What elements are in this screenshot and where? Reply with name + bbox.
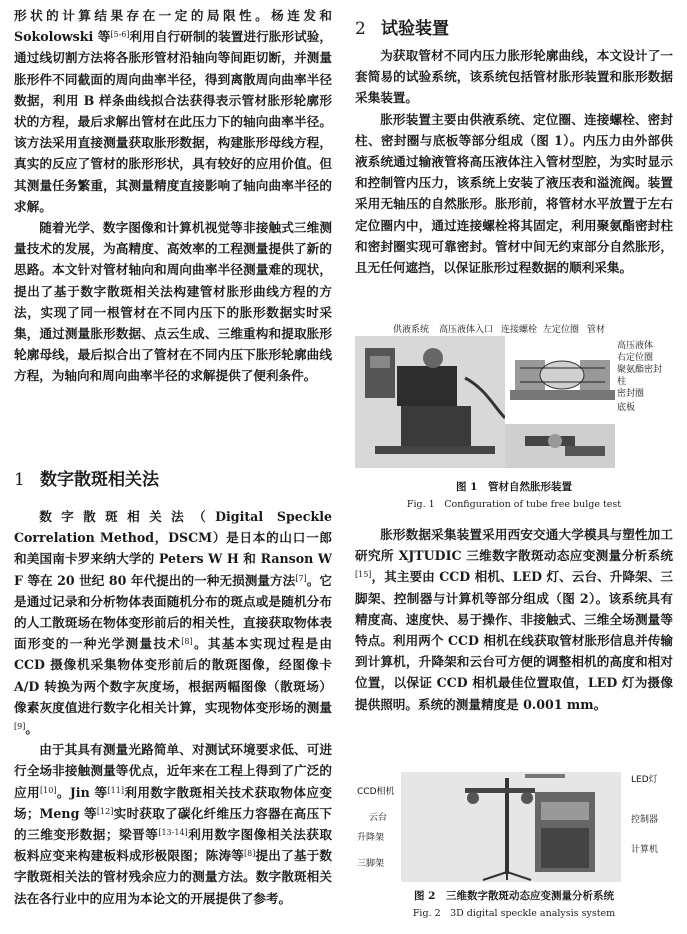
fig1-label: 底板 — [617, 403, 636, 413]
citation[interactable]: [10] — [40, 785, 57, 795]
paragraph-3: 数字散斑相关法（Digital Speckle Correlation Method，DSCM）是日本的山口一郎和美国南卡罗来纳大学的 Peters W H 和 Ranson W F 等在 20 世纪 80 年代提出的一种无损测量方法[7]。它是通过记录和分析物体表面随机分布的斑点或是随机分布的人工散斑场在物体变形前后的相关性，直接获取物体表面形变的一种光学测量技术[8]。其基本实现过程是由 CCD 摄像机采集物体变形前后的散斑图像，经图像卡 A/D 转换为两个数字灰度场，根据两幅图像（散斑场）像素灰度值进行数字化相关计算，实现物体变形场的测量[9]。 — [14, 509, 333, 737]
section-heading-1: 1 数字散斑相关法 — [14, 470, 159, 490]
paragraph-1: 形状的计算结果存在一定的局限性。杨连发和 Sokolowski 等[5-6]利用自行研制的装置进行胀形试验，通过线切割方法将各胀形管材沿轴向等间距切断，并测量胀形件不同截面的周向曲率半径，得到离散周向曲率半径数据，利用 B 样条曲线拟合法获得表示管材胀形轮廓形状的方程，最后求解出管材在此压力下的轴向曲率半径。该方法采用直接测量获取胀形数据，构建胀形母线方程，真实的反应了管材的胀形形状，具有较好的应用价值。但其测量任务繁重，其测量精度直接影响了轴向曲率半径的求解。 — [14, 8, 332, 214]
fig2-label: LED灯 — [631, 775, 658, 785]
section-heading-2: 2 试验装置 — [355, 19, 449, 39]
figure-1 — [355, 318, 673, 468]
citation[interactable]: [15] — [355, 570, 372, 580]
fig1-label: 聚氨酯密封 — [617, 365, 663, 375]
fig2-label: 计算机 — [631, 845, 659, 855]
paragraph-5: 为获取管材不同内压力胀形轮廓曲线，本文设计了一套简易的试验系统，该系统包括管材胀形装置和胀形数据采集装置。 — [355, 48, 673, 106]
fig2-label: 三脚架 — [357, 859, 385, 869]
fig1-label: 管材 — [587, 325, 606, 335]
figure-2-caption: 图 2 三维数字散斑动态应变测量分析系统 — [414, 890, 614, 902]
fig1-label: 连接螺栓 — [501, 325, 538, 335]
fig1-label: 柱 — [617, 377, 627, 387]
citation[interactable]: [5-6] — [110, 30, 130, 40]
citation[interactable]: [12] — [96, 806, 114, 816]
figure-1-caption-en: Fig. 1 Configuration of tube free bulge test — [406, 499, 622, 510]
figure-2 — [355, 772, 673, 882]
fig2-label: 升降架 — [357, 833, 385, 843]
paragraph-2: 随着光学、数字图像和计算机视觉等非接触式三维测量技术的发展，为高精度、高效率的工程测量提供了新的思路。本文针对管材轴向和周向曲率半径测量难的现状，提出了基于数字散斑相关法构建管材胀形曲线方程的方法，实现了同一根管材在不同内压下的胀形数据实时采集，通过测量胀形数据、点云生成、三维重构和提取胀形轮廓母线，最后拟合出了管材在不同内压下胀形轮廓曲线方程，为轴向和周向曲率半径的求解提供了便利条件。 — [14, 220, 332, 384]
citation[interactable]: [8] — [244, 849, 256, 859]
citation[interactable]: [9] — [14, 722, 26, 732]
citation[interactable]: [13-14] — [158, 828, 188, 838]
figure-2-caption-en: Fig. 2 3D digital speckle analysis system — [412, 908, 616, 919]
left-column-lower — [14, 506, 332, 909]
citation[interactable]: [7] — [295, 573, 307, 583]
citation[interactable]: [8] — [181, 637, 193, 647]
figure-1-caption: 图 1 管材自然胀形装置 — [456, 481, 572, 493]
figure-2-image — [355, 772, 673, 882]
citation[interactable]: [11] — [107, 785, 124, 795]
paragraph-6: 胀形装置主要由供液系统、定位圈、连接螺栓、密封柱、密封圈与底板等部分组成（图 1）。内压力由外部供液系统通过输液管将高压液体注入管材型腔，为实时显示和控制管内压力，该系统上安装了液压表和溢流阀。装置采用无轴压的自然胀形。胀形前，将管材水平放置于左右定位圈内中，通过连接螺栓将其固定，利用聚氨酯密封柱和密封圈实现可靠密封。管材中间无约束部分自然胀形，且无任何遮挡，以保证胀形过程数据的顺利采集。 — [355, 111, 673, 276]
right-column-top — [355, 45, 673, 278]
right-column-middle — [355, 524, 673, 715]
fig1-label: 密封圈 — [617, 389, 645, 399]
fig1-label: 高压液体入口 — [439, 325, 494, 335]
paragraph-7: 胀形数据采集装置采用西安交通大学模具与塑性加工研究所 XJTUDIC 三维数字散斑动态应变测量分析系统[15]，其主要由 CCD 相机、LED 灯、云台、升降架、三脚架、控制器与计算机等部分组成（图 2）。该系统具有精度高、速度快、易于操作、非接触式、三维全场测量等特点。利用两个 CCD 相机在线获取管材胀形信息并传输到计算机，升降架和云台可方便的调整相机的高度和相对位置，以保证 CCD 相机最佳位置取值，LED 灯为摄像提供照明。系统的测量精度是 0.001 mm。 — [355, 527, 673, 712]
paragraph-4: 由于其具有测量光路简单、对测试环境要求低、可进行全场非接触测量等优点，近年来在工程上得到了广泛的应用[10]。Jin 等[11]利用数字散斑相关技术获取物体应变场；Meng 等[12]实时获取了碳化纤维压力容器在高压下的三维变形数据；梁晋等[13-14]利用数字图像相关法获取板料应变来构建板料成形极限图；陈涛等[8]提出了基于数字散斑相关法的管材残余应力的测量方法。数字散斑相关法在各行业中的应用为本论文的开展提供了参考。 — [14, 742, 333, 906]
fig1-label: 右定位圈 — [617, 353, 654, 363]
fig2-label: CCD相机 — [357, 787, 395, 797]
left-column — [14, 5, 332, 387]
fig1-label: 高压液体 — [617, 341, 654, 351]
fig1-label: 供液系统 — [393, 325, 430, 335]
fig2-label: 云台 — [369, 813, 388, 823]
fig1-label: 左定位圈 — [543, 325, 580, 335]
fig2-label: 控制器 — [631, 815, 659, 825]
